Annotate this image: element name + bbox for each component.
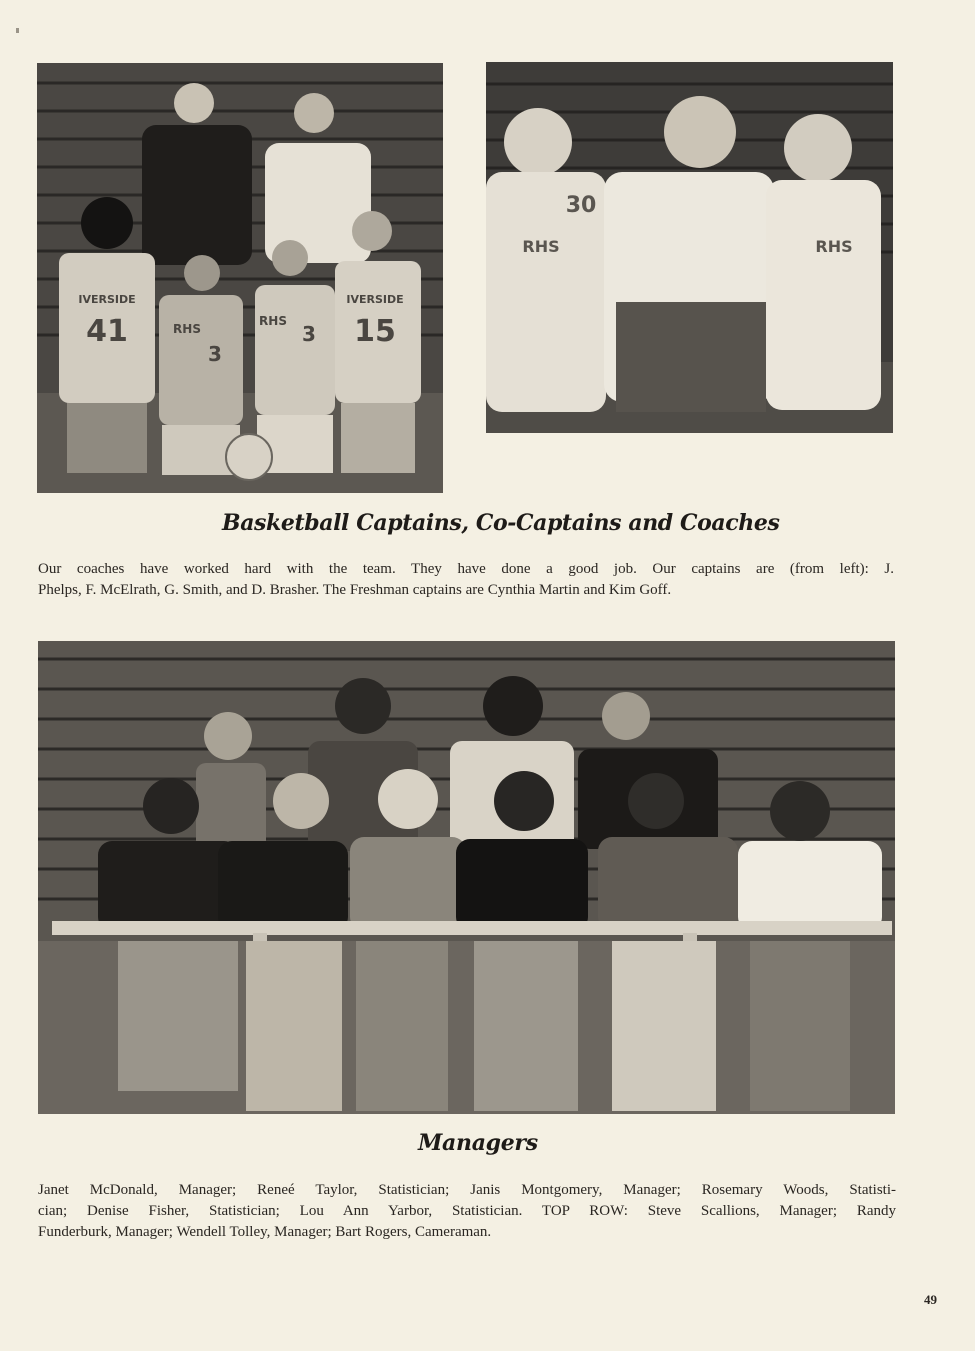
- jersey-letters-1: IVERSIDE: [78, 293, 136, 306]
- jersey-number-2: 3: [208, 342, 222, 366]
- managers-caption: [38, 1180, 896, 1243]
- managers-caption-line-3: Funderburk, Manager; Wendell Tolley, Manager; Bart Rogers, Cameraman.: [38, 1224, 492, 1240]
- captains-caption-line-1: Our coaches have worked hard with the team. They have done a good job. Our captains are (from left): J.: [38, 561, 894, 577]
- managers-caption-line-1: Janet McDonald, Manager; Reneé Taylor, Statistician; Janis Montgomery, Manager; Rosemary Woods, Statisti-: [38, 1182, 896, 1198]
- paper-fleck: [16, 28, 19, 33]
- jersey-number-1: 41: [86, 314, 128, 349]
- freshman-jersey-label-3: RHS: [815, 237, 853, 256]
- freshman-jersey-label-1: RHS: [522, 237, 560, 256]
- managers-photo: [38, 641, 895, 1114]
- jersey-number-3: 3: [302, 322, 316, 346]
- managers-caption-line-2: cian; Denise Fisher, Statistician; Lou Ann Yarbor, Statistician. TOP ROW: Steve Scallions, Manager; Randy: [38, 1203, 896, 1219]
- captains-caption: [38, 559, 894, 601]
- freshman-captains-photo: [486, 62, 893, 433]
- captains-coaches-photo: [37, 63, 443, 493]
- freshman-jersey-label-2: 30: [565, 193, 597, 218]
- captains-heading: Basketball Captains, Co-Captains and Coaches: [222, 510, 780, 536]
- jersey-number-4: 15: [354, 314, 396, 349]
- jersey-letters-4: IVERSIDE: [346, 293, 404, 306]
- jersey-letters-3: RHS: [259, 314, 287, 328]
- page-number: 49: [924, 1292, 937, 1307]
- captains-caption-line-2: Phelps, F. McElrath, G. Smith, and D. Brasher. The Freshman captains are Cynthia Martin and Kim Goff.: [38, 582, 672, 598]
- jersey-letters-2: RHS: [173, 322, 201, 336]
- managers-heading: Managers: [418, 1130, 538, 1156]
